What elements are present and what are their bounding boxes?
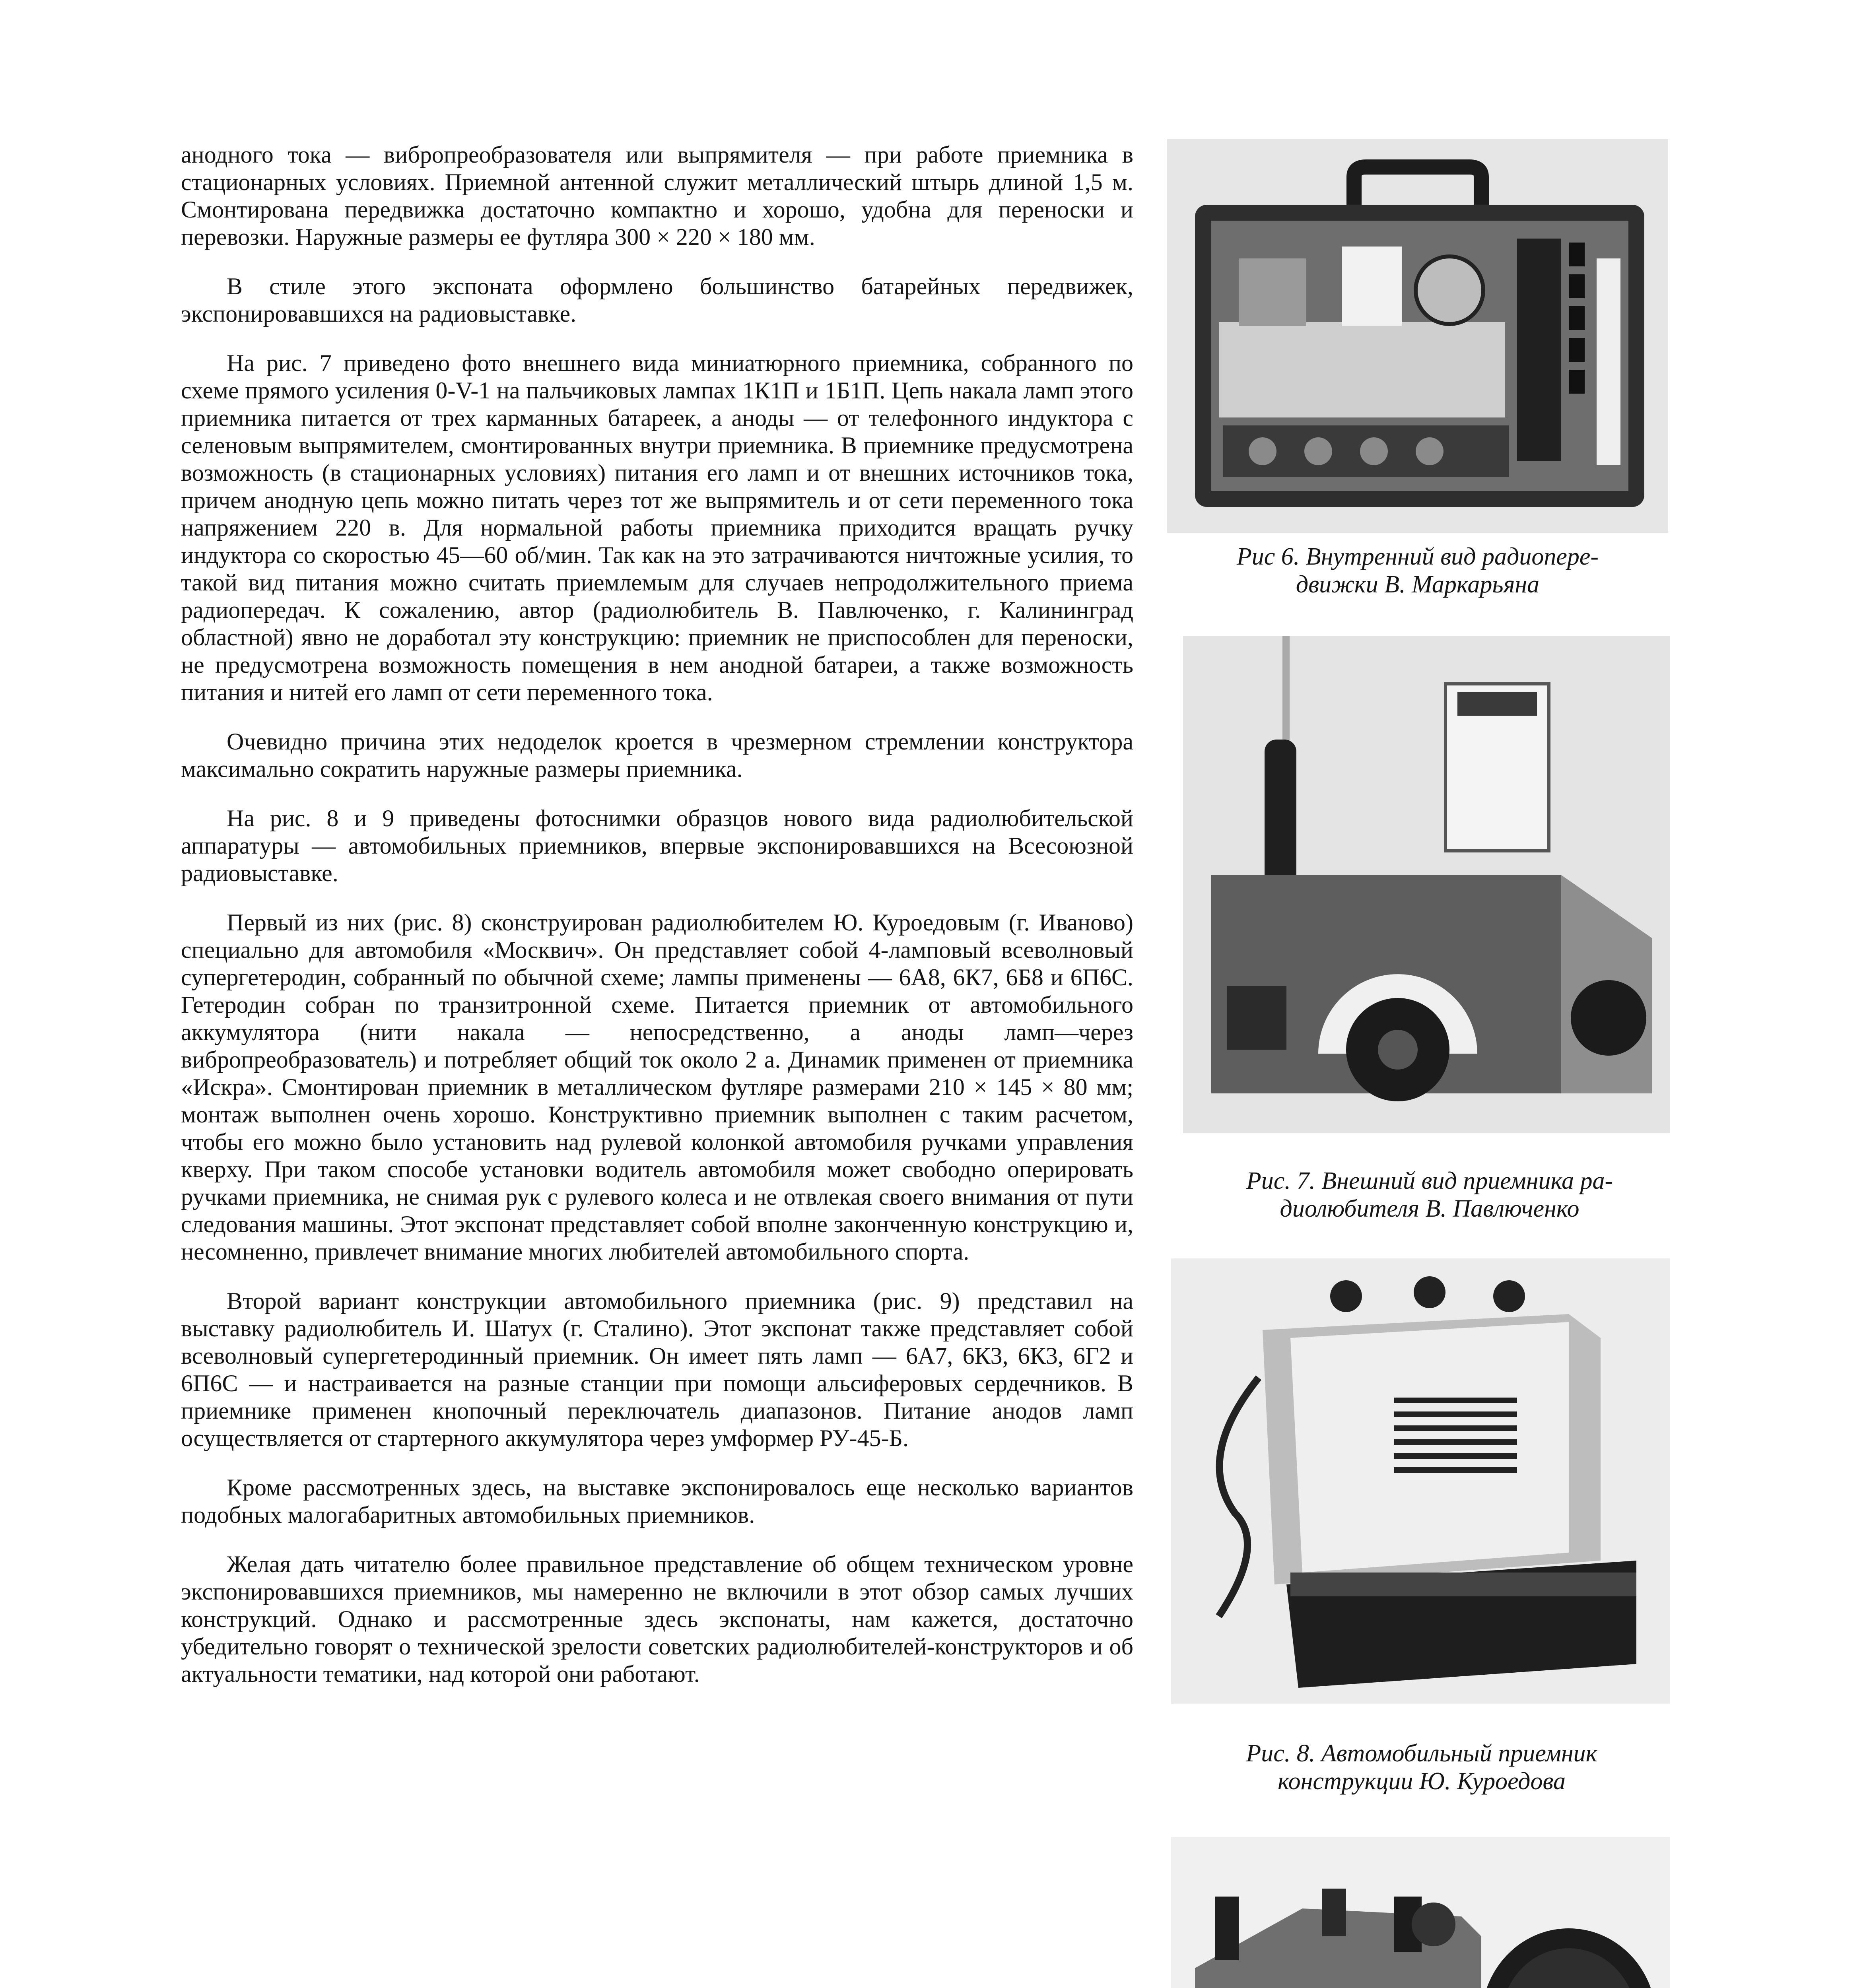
figure-6-photo bbox=[1167, 139, 1668, 533]
article-text bbox=[181, 141, 1133, 1688]
figure-8-caption: Рис. 8. Автомобильный приемник конструкции Ю. Куроедова bbox=[1246, 1740, 1597, 1795]
paragraph-7: Второй вариант конструкции автомобильного приемника (рис. 9) представил на выставку радиолюбитель И. Шатух (г. Сталино). Этот экспонат также представляет собой всеволновый супергетеродинный приемник. Он имеет пять ламп — 6А7, 6К3, 6К3, 6Г2 и 6П6С — и настраивается на разные станции при помощи альсиферовых сердечников. В приемнике применен кнопочный переключатель диапазонов. Питание анодов ламп осуществляется от стартерного аккумулятора через умформер РУ-45-Б. bbox=[181, 1288, 1133, 1451]
paragraph-8: Кроме рассмотренных здесь, на выставке экспонировалось еще несколько вариантов подобных малогабаритных автомобильных приемников. bbox=[181, 1474, 1133, 1528]
paragraph-6: Первый из них (рис. 8) сконструирован радиолюбителем Ю. Куроедовым (г. Иваново) специально для автомобиля «Москвич». Он представляет собой 4-ламповый всеволновый супергетеродин, собранный по обычной схеме; лампы применены — 6А8, 6К7, 6Б8 и 6П6С. Гетеродин собран по транзитронной схеме. Питается приемник от автомобильного аккумулятора (нити накала — непосредственно, а аноды ламп—через вибропреобразователь) и потребляет общий ток около 2 а. Динамик применен от приемника «Искра». Смонтирован приемник в металлическом футляре размерами 210 × 145 × 80 мм; монтаж выполнен очень хорошо. Конструктивно приемник выполнен с таким расчетом, чтобы его можно было установить над рулевой колонкой автомобиля ручками управления кверху. При таком способе установки водитель автомобиля может свободно оперировать ручками приемника, не снимая рук с рулевого колеса и не отвлекая своего внимания от пути следования машины. Этот экспонат представляет собой вполне законченную конструкцию и, несомненно, привлечет внимание многих любителей автомобильного спорта. bbox=[181, 909, 1133, 1265]
transceiver-interior-illustration bbox=[1167, 139, 1668, 533]
paragraph-2: В стиле этого экспоната оформлено большинство батарейных передвижек, экспонировавшихся на радиовыставке. bbox=[181, 273, 1133, 327]
paragraph-9: Желая дать читателю более правильное представление об общем техническом уровне экспонировавшихся приемников, мы намеренно не включили в этот обзор самых лучших конструкций. Однако и рассмотренные здесь экспонаты, нам кажется, достаточно убедительно говорят о технической зрелости советских радиолюбителей-конструкторов и об актуальности тематики, над которой они работают. bbox=[181, 1551, 1133, 1687]
figure-7-caption: Рис. 7. Внешний вид приемника ра- диолюбителя В. Павлюченко bbox=[1246, 1167, 1613, 1222]
paragraph-4: Очевидно причина этих недоделок кроется в чрезмерном стремлении конструктора максимально сократить наружные размеры приемника. bbox=[181, 728, 1133, 782]
figure-6-caption: Рис 6. Внутренний вид радиопере- движки В. Маркарьяна bbox=[1236, 543, 1599, 598]
car-receiver-shatukh-illustration bbox=[1171, 1837, 1670, 1988]
figure-9-photo bbox=[1171, 1837, 1670, 1988]
miniature-receiver-illustration bbox=[1183, 636, 1670, 1133]
paragraph-3: На рис. 7 приведено фото внешнего вида миниатюрного приемника, собранного по схеме прямого усиления 0-V-1 на пальчиковых лампах 1К1П и 1Б1П. Цепь накала ламп этого приемника питается от трех карманных батареек, а аноды — от телефонного индуктора с селеновым выпрямителем, смонтированных внутри приемника. В приемнике предусмотрена возможность (в стационарных условиях) питания его ламп и от внешних источников тока, причем анодную цепь можно питать через тот же выпрямитель и от сети переменного тока напряжением 220 в. Для нормальной работы приемника приходится вращать ручку индуктора со скоростью 45—60 об/мин. Так как на это затрачиваются ничтожные усилия, то такой вид питания можно считать приемлемым для случаев непродолжительного приема радиопередач. К сожалению, автор (радиолюбитель В. Павлюченко, г. Калининград областной) явно не доработал эту конструкцию: приемник не приспособлен для переноски, не предусмотрена возможность помещения в нем анодной батареи, а также возможность питания и нитей его ламп от сети переменного тока. bbox=[181, 350, 1133, 705]
figure-7-photo bbox=[1183, 636, 1670, 1133]
figure-8-photo bbox=[1171, 1258, 1670, 1704]
paragraph-1: анодного тока — вибропреобразователя или выпрямителя — при работе приемника в стационарных условиях. Приемной антенной служит металлический штырь длиной 1,5 м. Смонтирована передвижка достаточно компактно и хорошо, удобна для переноски и перевозки. Наружные размеры ее футляра 300 × 220 × 180 мм. bbox=[181, 142, 1133, 250]
car-receiver-kuroedov-illustration bbox=[1171, 1258, 1670, 1704]
paragraph-5: На рис. 8 и 9 приведены фотоснимки образцов нового вида радиолюбительской аппаратуры — автомобильных приемников, впервые экспонировавшихся на Всесоюзной радиовыставке. bbox=[181, 805, 1133, 886]
